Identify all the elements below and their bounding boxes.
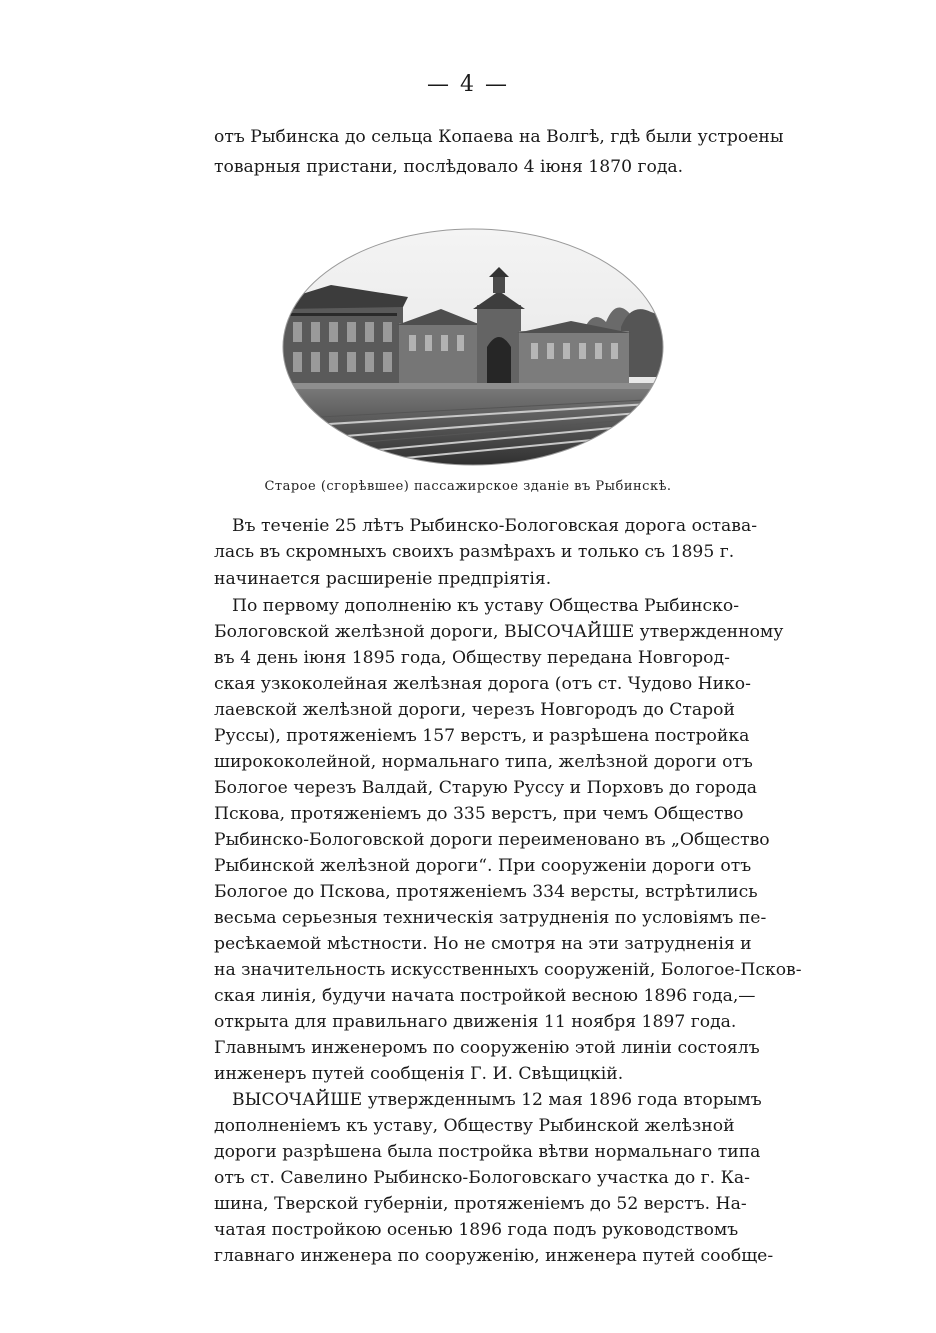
body-text-line: Бологое черезъ Валдай, Старую Руссу и Порховъ до города [214,778,757,798]
body-text-line: ская линія, будучи начата постройкой весною 1896 года,— [214,986,756,1006]
body-text-line: ВЫСОЧАЙШЕ утвержденнымъ 12 мая 1896 года вторымъ [232,1090,762,1110]
body-text-line: дополненіемъ къ уставу, Обществу Рыбинской желѣзной [214,1116,735,1136]
body-text-line: инженеръ путей сообщенія Г. И. Свѣщицкій. [214,1064,624,1084]
body-text-line: въ 4 день іюня 1895 года, Обществу передана Новгород- [214,648,730,668]
body-text-line: лась въ скромныхъ своихъ размѣрахъ и только съ 1895 г. [214,542,735,562]
body-text-line: ширококолейной, нормальнаго типа, желѣзной дороги отъ [214,752,753,772]
body-text-line: Въ теченіе 25 лѣтъ Рыбинско-Бологовская дорога остава- [232,516,758,536]
body-text-line: на значительность искусственныхъ сооруженій, Бологое-Псков- [214,960,802,980]
body-text-line: отъ ст. Савелино Рыбинско-Бологовскаго участка до г. Ка- [214,1168,750,1188]
body-text-line: начинается расширеніе предпріятія. [214,569,552,589]
body-text-line: шина, Тверской губерніи, протяженіемъ до 52 верстъ. На- [214,1194,747,1214]
body-text-line: лаевской желѣзной дороги, черезъ Новгородъ до Старой [214,700,735,720]
body-text-line: открыта для правильнаго движенія 11 ноября 1897 года. [214,1012,737,1032]
body-text-line: Рыбинской желѣзной дороги“. При сооруженіи дороги отъ [214,856,752,876]
body-text-line: Главнымъ инженеромъ по сооруженію этой линіи состоялъ [214,1038,760,1058]
body-text-line: Пскова, протяженіемъ до 335 верстъ, при чемъ Общество [214,804,744,824]
body-text-line: Бологовской желѣзной дороги, ВЫСОЧАЙШЕ утвержденному [214,622,784,642]
body-text-line: Руссы), протяженіемъ 157 верстъ, и разрѣшена постройка [214,726,750,746]
body-text-line: главнаго инженера по сооруженію, инженера путей сообще- [214,1246,774,1266]
body-text-line: товарныя пристани, послѣдовало 4 іюня 1870 года. [214,157,684,177]
body-text-line: весьма серьезныя техническія затрудненія по условіямъ пе- [214,908,767,928]
body-text-line: ресѣкаемой мѣстности. Но не смотря на эти затрудненія и [214,934,752,954]
body-text-line: дороги разрѣшена была постройка вѣтви нормальнаго типа [214,1142,761,1162]
body-text-line: ская узкоколейная желѣзная дорога (отъ ст. Чудово Нико- [214,674,751,694]
station-photo [281,227,665,467]
body-text-line: чатая постройкою осенью 1896 года подъ руководствомъ [214,1220,739,1240]
body-text-line: По первому дополненію къ уставу Общества Рыбинско- [232,596,740,616]
body-text-line: Бологое до Пскова, протяженіемъ 334 версты, встрѣтились [214,882,758,902]
page-number: — 4 — [427,72,509,97]
body-text-line: Рыбинско-Бологовской дороги переименовано въ „Общество [214,830,770,850]
body-text-line: отъ Рыбинска до сельца Копаева на Волгѣ, гдѣ были устроены [214,127,784,147]
photo-caption: Старое (сгорѣвшее) пассажирское зданіе въ Рыбинскѣ. [264,479,672,494]
